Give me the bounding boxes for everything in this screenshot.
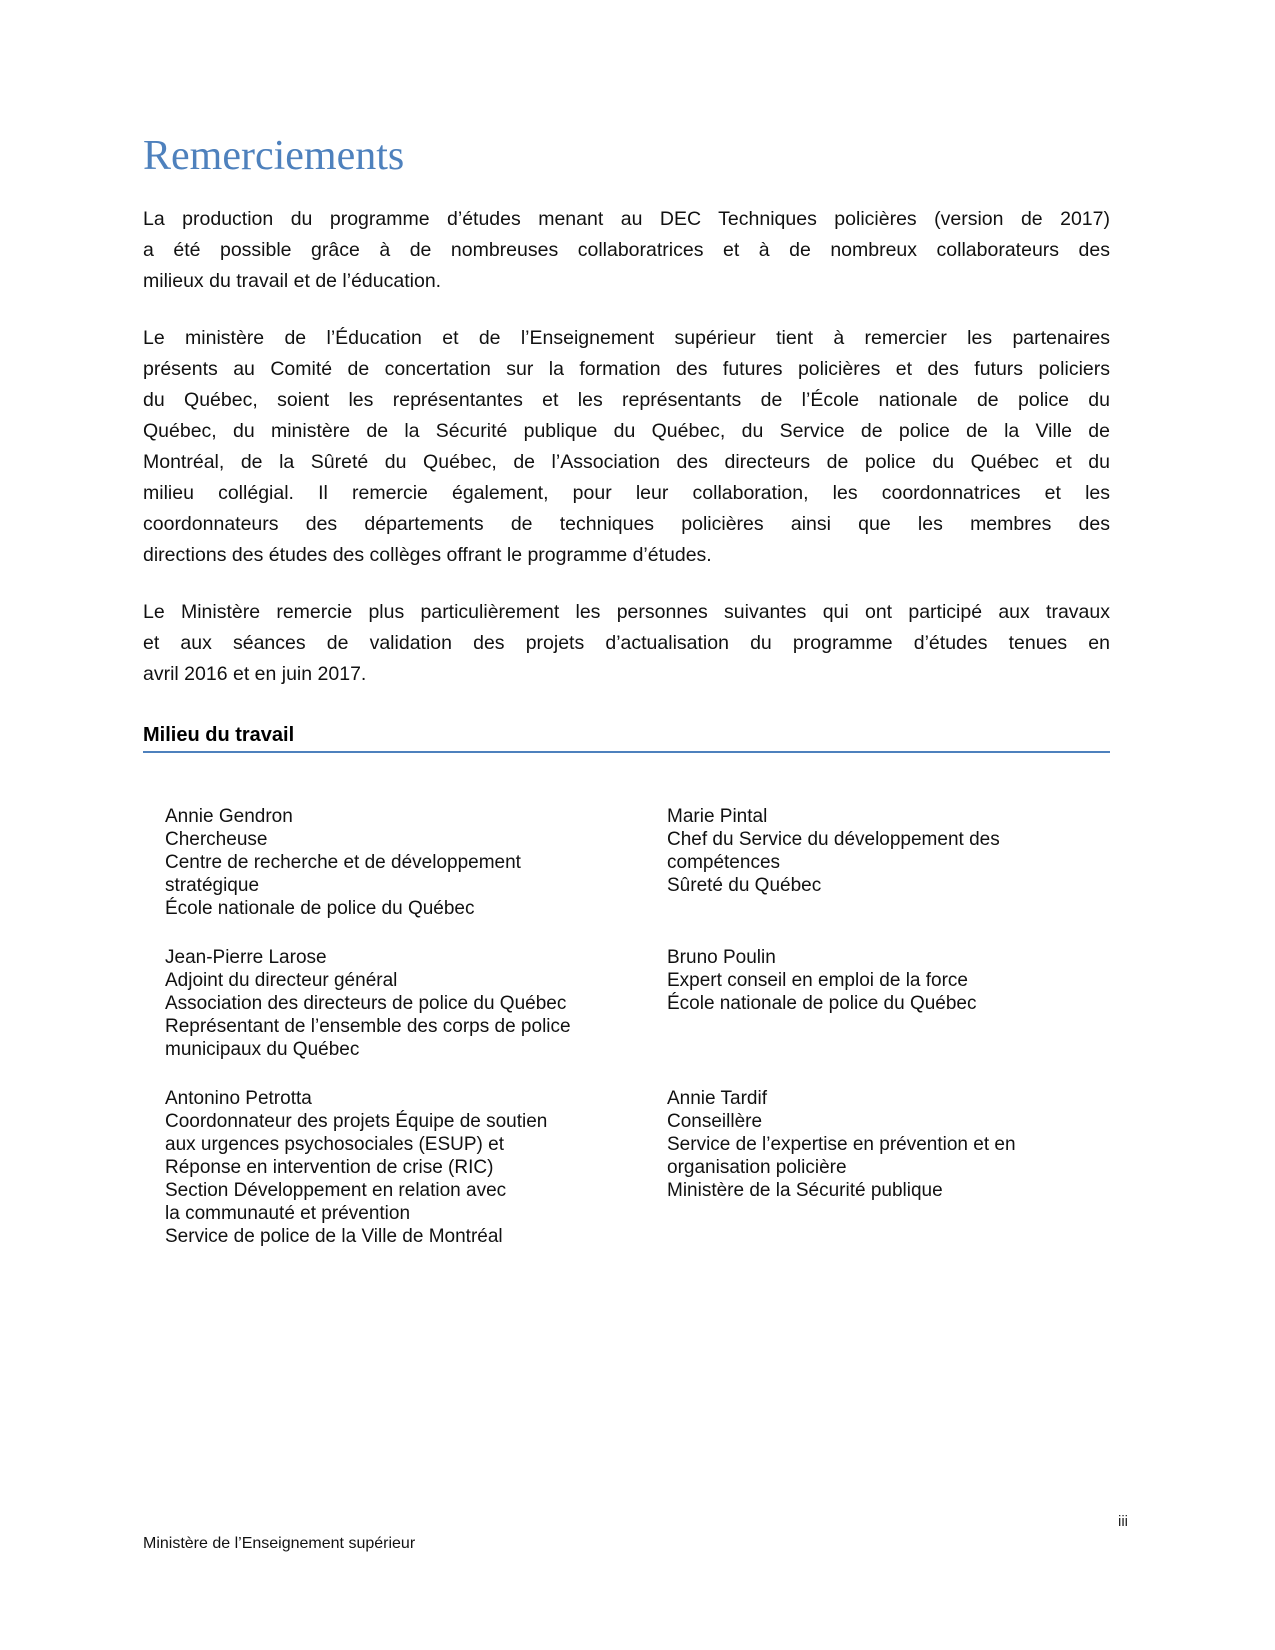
- text-line: a été possible grâce à de nombreuses collaboratrices et à de nombreux collaborateurs des: [143, 238, 1110, 261]
- section-heading: Milieu du travail: [143, 723, 295, 746]
- text-line: aux urgences psychosociales (ESUP) et: [165, 1133, 504, 1155]
- text-line: Sûreté du Québec: [667, 874, 822, 896]
- text-line: Association des directeurs de police du Québec: [165, 992, 567, 1014]
- contact-entry-right: [667, 946, 1110, 1061]
- text-line: Antonino Petrotta: [165, 1087, 312, 1109]
- text-line: avril 2016 et en juin 2017.: [143, 662, 367, 685]
- intro-paragraphs: [143, 204, 1110, 690]
- text-line: Ministère de la Sécurité publique: [667, 1179, 943, 1201]
- contact-row: [165, 946, 1110, 1061]
- text-line: Québec, du ministère de la Sécurité publique du Québec, du Service de police de la Ville de: [143, 419, 1110, 442]
- contact-list: [143, 805, 1110, 1248]
- text-line: Annie Gendron: [165, 805, 293, 827]
- text-line: du Québec, soient les représentantes et les représentants de l’École nationale de police du: [143, 388, 1110, 411]
- text-line: Service de l’expertise en prévention et en: [667, 1133, 1016, 1155]
- paragraph: [143, 323, 1110, 571]
- text-line: compétences: [667, 851, 781, 873]
- text-line: Chef du Service du développement des: [667, 828, 1000, 850]
- text-line: stratégique: [165, 874, 260, 896]
- section-heading-rule: [143, 722, 1110, 753]
- contact-row: [165, 1087, 1110, 1248]
- text-line: Marie Pintal: [667, 805, 768, 827]
- contact-entry-right: [667, 805, 1110, 920]
- text-line: Jean-Pierre Larose: [165, 946, 327, 968]
- text-line: Réponse en intervention de crise (RIC): [165, 1156, 494, 1178]
- page-content: [143, 0, 1110, 1274]
- paragraph: [143, 597, 1110, 690]
- contact-entry-left: [165, 805, 667, 920]
- text-line: Le ministère de l’Éducation et de l’Enseignement supérieur tient à remercier les partenaires: [143, 326, 1110, 349]
- text-line: et aux séances de validation des projets d’actualisation du programme d’études tenues en: [143, 631, 1110, 654]
- footer-text: Ministère de l’Enseignement supérieur: [143, 1535, 416, 1552]
- contact-entry-left: [165, 1087, 667, 1248]
- text-line: municipaux du Québec: [165, 1038, 360, 1060]
- paragraph: [143, 204, 1110, 297]
- text-line: Bruno Poulin: [667, 946, 776, 968]
- text-line: Adjoint du directeur général: [165, 969, 398, 991]
- page-number: iii: [1118, 1513, 1128, 1530]
- text-line: directions des études des collèges offrant le programme d’études.: [143, 543, 712, 566]
- text-line: Représentant de l’ensemble des corps de police: [165, 1015, 571, 1037]
- text-line: Conseillère: [667, 1110, 763, 1132]
- text-line: milieu collégial. Il remercie également, pour leur collaboration, les coordonnatrices et les: [143, 481, 1110, 504]
- text-line: présents au Comité de concertation sur la formation des futures policières et des futurs policiers: [143, 357, 1110, 380]
- text-line: Annie Tardif: [667, 1087, 767, 1109]
- text-line: Expert conseil en emploi de la force: [667, 969, 968, 991]
- text-line: École nationale de police du Québec: [165, 897, 475, 919]
- text-line: Section Développement en relation avec: [165, 1179, 507, 1201]
- text-line: la communauté et prévention: [165, 1202, 411, 1224]
- text-line: coordonnateurs des départements de techniques policières ainsi que les membres des: [143, 512, 1110, 535]
- contact-row: [165, 805, 1110, 920]
- page-title: Remerciements: [143, 133, 405, 179]
- contact-entry-left: [165, 946, 667, 1061]
- text-line: milieux du travail et de l’éducation.: [143, 269, 442, 292]
- text-line: organisation policière: [667, 1156, 847, 1178]
- text-line: Montréal, de la Sûreté du Québec, de l’Association des directeurs de police du Québec et du: [143, 450, 1110, 473]
- text-line: Le Ministère remercie plus particulièrement les personnes suivantes qui ont participé aux travaux: [143, 600, 1110, 623]
- text-line: La production du programme d’études menant au DEC Techniques policières (version de 2017): [143, 207, 1110, 230]
- text-line: Chercheuse: [165, 828, 268, 850]
- text-line: Centre de recherche et de développement: [165, 851, 521, 873]
- text-line: Coordonnateur des projets Équipe de soutien: [165, 1110, 548, 1132]
- contact-entry-right: [667, 1087, 1110, 1248]
- text-line: Service de police de la Ville de Montréal: [165, 1225, 503, 1247]
- text-line: École nationale de police du Québec: [667, 992, 977, 1014]
